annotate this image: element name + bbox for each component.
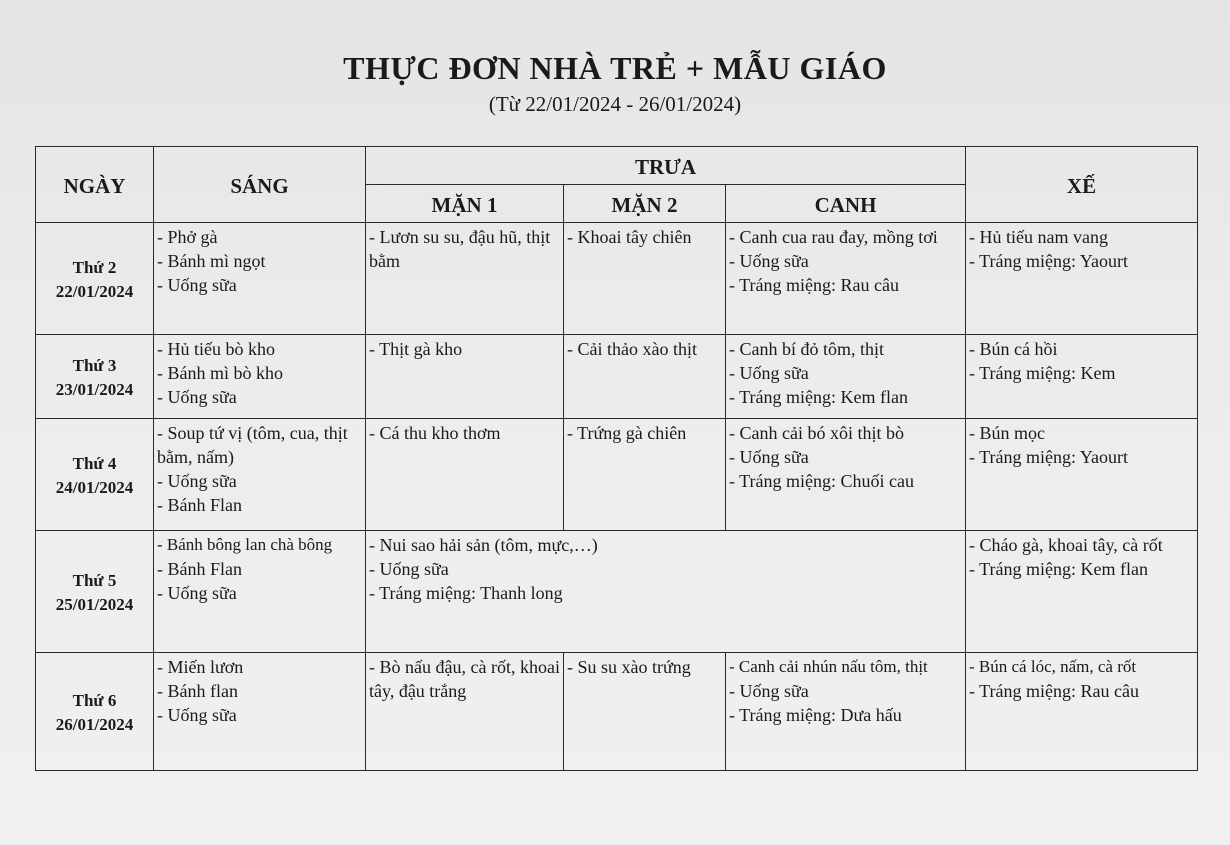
day-cell: [36, 531, 154, 653]
menu-item: - Cá thu kho thơm: [369, 423, 501, 443]
menu-item: - Bánh bông lan chà bông: [157, 535, 333, 554]
menu-item: - Tráng miệng: Yaourt: [969, 447, 1129, 467]
day-name: Thứ 4: [72, 453, 117, 473]
menu-item: - Bún cá hồi: [969, 339, 1058, 359]
man2-cell: [564, 335, 726, 419]
menu-item: - Uống sữa: [157, 583, 237, 603]
menu-item: - Bánh flan: [157, 681, 238, 701]
menu-item: - Tráng miệng: Kem: [969, 363, 1116, 383]
day-cell: [36, 223, 154, 335]
trua-merged-cell: [366, 531, 966, 653]
menu-item: - Uống sữa: [729, 363, 809, 383]
canh-cell: [726, 223, 966, 335]
menu-item: - Uống sữa: [157, 387, 237, 407]
man2-cell: [564, 223, 726, 335]
day-date: 22/01/2024: [55, 281, 134, 301]
menu-item: - Nui sao hải sản (tôm, mực,…): [369, 535, 598, 555]
menu-item: - Bún cá lóc, nấm, cà rốt: [969, 657, 1137, 676]
menu-item: - Uống sữa: [157, 275, 237, 295]
header-ngay: NGÀY: [36, 147, 154, 223]
menu-item: - Phở gà: [157, 227, 218, 247]
menu-item: - Su su xào trứng: [567, 657, 691, 677]
menu-item: - Bún mọc: [969, 423, 1045, 443]
menu-item: - Canh cải bó xôi thịt bò: [729, 423, 904, 443]
menu-item: - Tráng miệng: Rau câu: [729, 275, 899, 295]
menu-item: - Trứng gà chiên: [567, 423, 687, 443]
xe-cell: [966, 419, 1198, 531]
xe-cell: [966, 335, 1198, 419]
table-row: [36, 335, 1198, 419]
menu-item: - Uống sữa: [157, 471, 237, 491]
menu-item: - Tráng miệng: Kem flan: [729, 387, 908, 407]
sang-cell: [154, 335, 366, 419]
menu-item: - Khoai tây chiên: [567, 227, 692, 247]
menu-item: - Canh cải nhún nấu tôm, thịt: [729, 657, 928, 676]
menu-item: - Thịt gà kho: [369, 339, 463, 359]
page-title: THỰC ĐƠN NHÀ TRẺ + MẪU GIÁO: [343, 50, 887, 86]
day-name: Thứ 3: [72, 355, 117, 375]
menu-item: - Uống sữa: [729, 447, 809, 467]
man1-cell: [366, 223, 564, 335]
menu-item: - Tráng miệng: Kem flan: [969, 559, 1148, 579]
man1-cell: [366, 419, 564, 531]
day-date: 24/01/2024: [55, 477, 134, 497]
header-trua: TRƯA: [366, 147, 966, 185]
sang-cell: [154, 223, 366, 335]
menu-item: - Cải thảo xào thịt: [567, 339, 697, 359]
xe-cell: [966, 531, 1198, 653]
menu-item: - Cháo gà, khoai tây, cà rốt: [969, 535, 1163, 555]
xe-cell: [966, 653, 1198, 771]
menu-item: - Uống sữa: [729, 681, 809, 701]
menu-item: - Bánh Flan: [157, 495, 242, 515]
menu-item: - Miến lươn: [157, 657, 244, 677]
menu-item: - Uống sữa: [729, 251, 809, 271]
table-row: [36, 531, 1198, 653]
day-date: 26/01/2024: [55, 714, 134, 734]
menu-item: - Bánh mì bò kho: [157, 363, 283, 383]
menu-item: - Bánh mì ngọt: [157, 251, 266, 271]
menu-item: - Soup tứ vị (tôm, cua, thịt bằm, nấm): [157, 423, 348, 467]
menu-item: - Uống sữa: [369, 559, 449, 579]
menu-table: [35, 146, 1198, 771]
day-name: Thứ 6: [72, 690, 117, 710]
man2-cell: [564, 653, 726, 771]
day-cell: [36, 335, 154, 419]
day-date: 25/01/2024: [55, 594, 134, 614]
header-man1: MẶN 1: [366, 185, 564, 223]
table-row: [36, 419, 1198, 531]
canh-cell: [726, 653, 966, 771]
menu-item: - Tráng miệng: Rau câu: [969, 681, 1139, 701]
man1-cell: [366, 653, 564, 771]
menu-item: - Bánh Flan: [157, 559, 242, 579]
header-canh: CANH: [726, 185, 966, 223]
menu-item: - Canh bí đỏ tôm, thịt: [729, 339, 884, 359]
menu-item: - Canh cua rau đay, mồng tơi: [729, 227, 938, 247]
sang-cell: [154, 419, 366, 531]
xe-cell: [966, 223, 1198, 335]
menu-item: - Tráng miệng: Chuối cau: [729, 471, 914, 491]
header-xe: XẾ: [966, 147, 1198, 223]
menu-item: - Tráng miệng: Thanh long: [369, 583, 563, 603]
sang-cell: [154, 653, 366, 771]
menu-item: - Uống sữa: [157, 705, 237, 725]
canh-cell: [726, 419, 966, 531]
menu-item: - Lươn su su, đậu hũ, thịt bằm: [369, 227, 551, 271]
date-range-subtitle: (Từ 22/01/2024 - 26/01/2024): [488, 92, 742, 116]
day-name: Thứ 2: [72, 257, 117, 277]
table-row: [36, 653, 1198, 771]
sang-cell: [154, 531, 366, 653]
menu-item: - Hủ tiếu nam vang: [969, 227, 1108, 247]
man1-cell: [366, 335, 564, 419]
day-name: Thứ 5: [72, 570, 117, 590]
header-sang: SÁNG: [154, 147, 366, 223]
canh-cell: [726, 335, 966, 419]
menu-item: - Hủ tiếu bò kho: [157, 339, 275, 359]
header-man2: MẶN 2: [564, 185, 726, 223]
menu-item: - Tráng miệng: Yaourt: [969, 251, 1129, 271]
day-cell: [36, 419, 154, 531]
menu-item: - Tráng miệng: Dưa hấu: [729, 705, 902, 725]
table-row: [36, 223, 1198, 335]
man2-cell: [564, 419, 726, 531]
menu-item: - Bò nấu đậu, cà rốt, khoai tây, đậu trắng: [369, 657, 560, 701]
day-cell: [36, 653, 154, 771]
day-date: 23/01/2024: [55, 379, 134, 399]
